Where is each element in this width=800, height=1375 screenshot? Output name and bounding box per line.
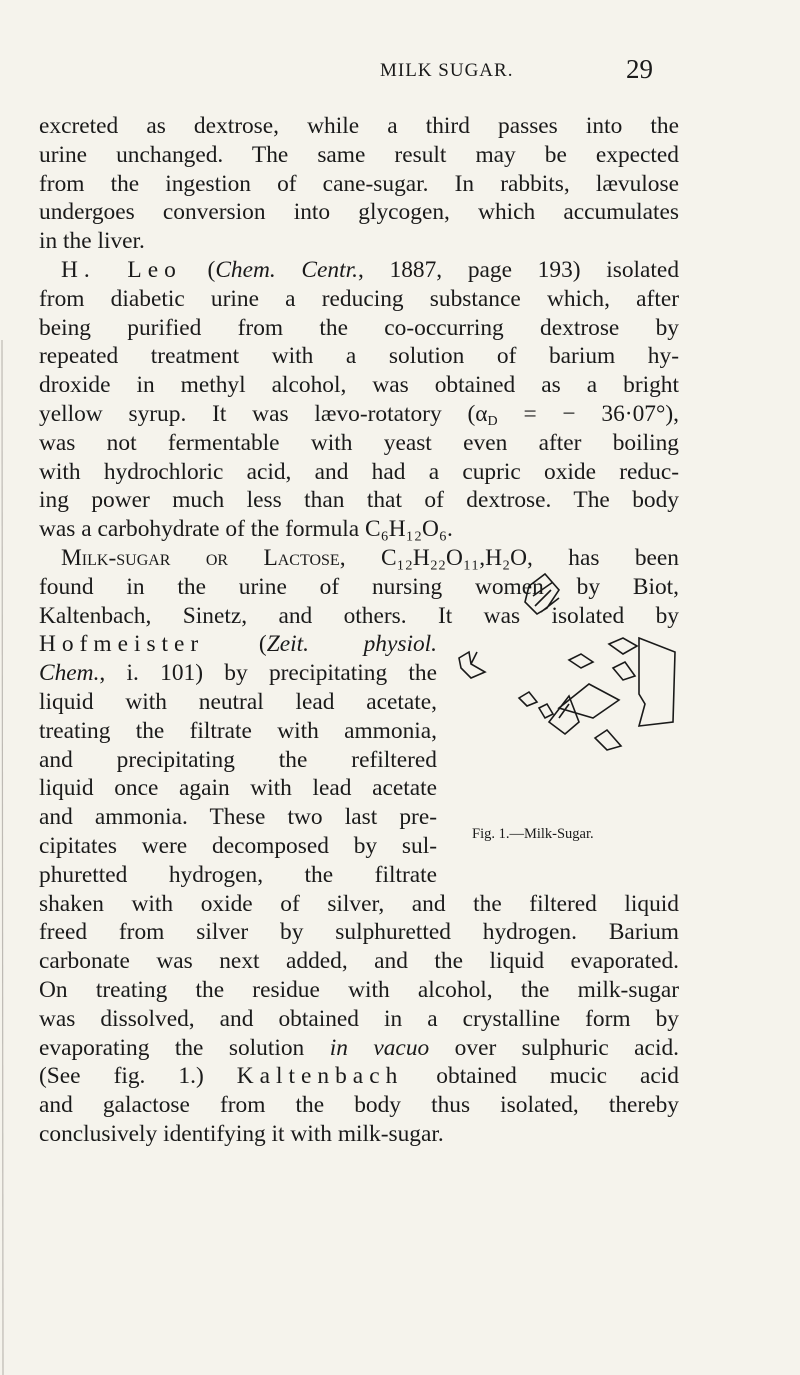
text-span: has been xyxy=(568,544,679,571)
text-line: was dissolved, and obtained in a crystalline form by xyxy=(39,1005,679,1032)
text-line: On treating the residue with alcohol, the milk-sugar xyxy=(39,976,679,1003)
margin-stain xyxy=(0,340,8,1375)
text-line: with hydrochloric acid, and had a cupric oxide reduc- xyxy=(39,458,679,485)
text-line: conclusively identifying it with milk-sugar. xyxy=(39,1120,444,1147)
text-line: and ammonia. These two last pre- xyxy=(39,804,437,831)
page-number: 29 xyxy=(626,54,653,84)
crystal-small xyxy=(569,654,593,668)
caption-text: Fig. 1.—Milk-Sugar. xyxy=(472,826,594,842)
page-header xyxy=(0,54,800,100)
section-heading: Milk-sugar or Lactose, xyxy=(61,544,346,571)
italic-phrase: in vacuo xyxy=(329,1034,430,1061)
text-line: was not fermentable with yeast even after boiling xyxy=(39,429,679,456)
crystal-prism xyxy=(459,652,485,678)
text-line xyxy=(39,659,437,688)
text-line: and precipitating the refiltered xyxy=(39,746,437,773)
text-line: cipitates were decomposed by sul- xyxy=(39,832,437,859)
author-name: Kaltenbach xyxy=(236,1063,404,1090)
text-span: , i. 101) by precipitating the xyxy=(99,660,437,687)
crystal-small xyxy=(613,662,635,680)
text-line: from the ingestion of cane-sugar. In rabbits, lævulose xyxy=(39,170,679,197)
text-line: ing power much less than that of dextrose. The body xyxy=(39,487,679,514)
text-line: was a carbohydrate of the formula C₆H₁₂O₆. xyxy=(39,516,453,543)
text-line: liquid once again with lead acetate xyxy=(39,775,437,802)
text-span: obtained mucic acid xyxy=(436,1063,679,1090)
subscript: D xyxy=(487,413,498,429)
citation: Chem. xyxy=(39,660,100,687)
text-line: from diabetic urine a reducing substance which, after xyxy=(39,285,679,312)
figure-caption xyxy=(472,826,594,843)
crystal-large xyxy=(639,638,675,726)
text-line: carbonate was next added, and the liquid evaporated. xyxy=(39,948,679,975)
author-name: Hofmeister xyxy=(39,631,205,658)
crystal-small xyxy=(595,730,621,750)
crystal-small xyxy=(539,704,553,718)
text-line xyxy=(39,1034,679,1063)
text-span: evaporating the solution xyxy=(39,1034,305,1061)
text-line: liquid with neutral lead acetate, xyxy=(39,688,437,715)
citation: Zeit. physiol. xyxy=(266,631,437,658)
text-span: yellow syrup. It was lævo-rotatory (α xyxy=(39,400,488,427)
author-name: H. Leo xyxy=(61,256,182,283)
text-line: found in the urine of nursing women by Biot, xyxy=(39,573,679,600)
crystal-cone xyxy=(549,696,579,734)
text-line: Hofmeister (Zeit. physiol. xyxy=(39,631,437,658)
citation: Chem. Centr. xyxy=(215,256,358,283)
text-line: being purified from the co-occurring dextrose by xyxy=(39,314,679,341)
text-line: phuretted hydrogen, the filtrate xyxy=(39,861,437,888)
crystal-wedge xyxy=(559,684,619,718)
text-line xyxy=(39,400,679,429)
text-line: in the liver. xyxy=(39,228,145,255)
text-line xyxy=(39,1062,679,1091)
text-span: , 1887, page 193) isolated xyxy=(357,256,680,283)
text-line: freed from silver by sulphuretted hydrogen. Barium xyxy=(39,919,679,946)
running-head: MILK SUGAR. xyxy=(380,60,514,81)
text-line: droxide in methyl alcohol, was obtained as a bright xyxy=(39,372,679,399)
text-line: treating the filtrate with ammonia, xyxy=(39,717,437,744)
text-line: undergoes conversion into glycogen, which accumulates xyxy=(39,199,679,226)
text-line: urine unchanged. The same result may be expected xyxy=(39,141,679,168)
text-line: H. Leo (Chem. Centr., 1887, page 193) isolated xyxy=(61,256,680,283)
crystal-small xyxy=(519,692,537,706)
crystal-cluster xyxy=(525,574,559,614)
text-span: (See fig. 1.) xyxy=(39,1063,204,1090)
text-span: over sulphuric acid. xyxy=(454,1034,679,1061)
formula: C₁₂H₂₂O₁₁,H₂O, xyxy=(380,544,533,571)
crystal-figure xyxy=(441,568,681,808)
text-line: shaken with oxide of silver, and the filtered liquid xyxy=(39,890,679,917)
text-line: repeated treatment with a solution of barium hy- xyxy=(39,343,679,370)
text-line: excreted as dextrose, while a third passes into the xyxy=(39,113,679,139)
crystal-small xyxy=(609,638,637,654)
text-span: = − 36·07°), xyxy=(497,400,679,427)
text-line: and galactose from the body thus isolated, thereby xyxy=(39,1092,679,1119)
text-line: Kaltenbach, Sinetz, and others. It was isolated by xyxy=(39,602,679,629)
